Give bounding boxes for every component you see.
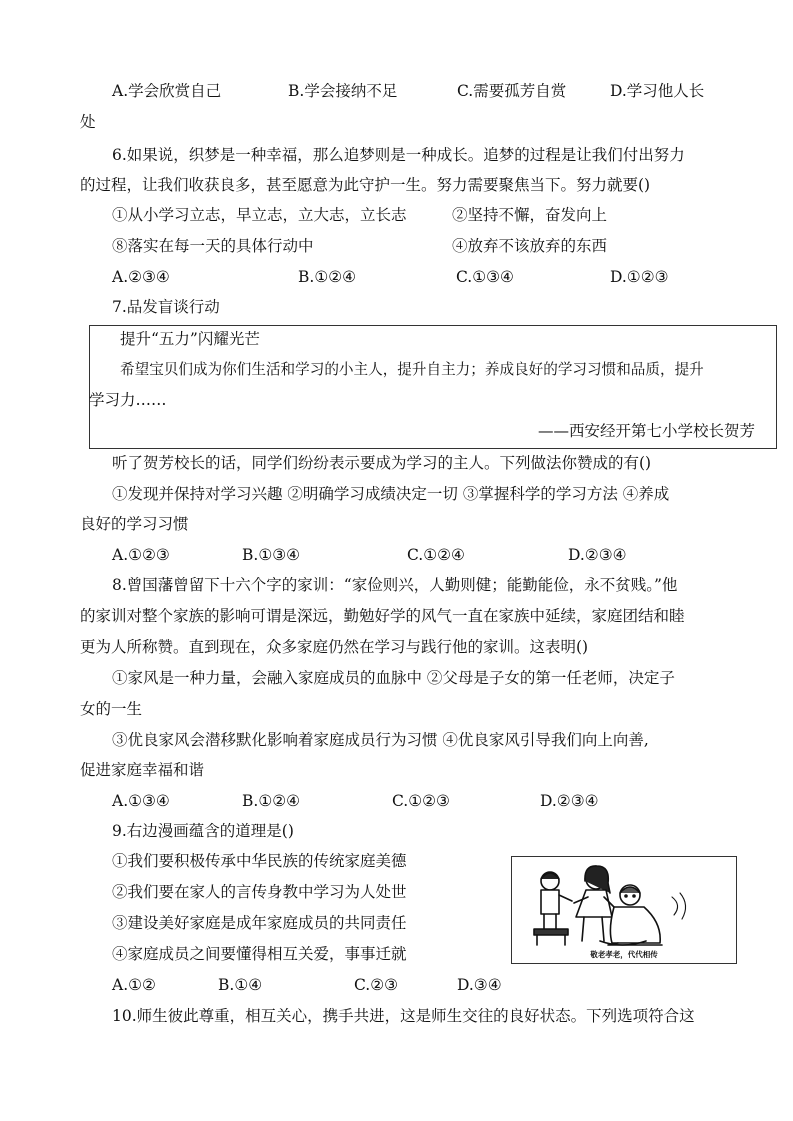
q7-items-line2: 良好的学习习惯 [80, 515, 189, 533]
q9-option-a: A.①② [112, 976, 156, 994]
q8-option-d: D.②③④ [540, 792, 599, 810]
q8-items-line2: 女的一生 [80, 700, 143, 718]
q6-item-2: ②坚持不懈，奋发向上 [452, 206, 608, 224]
q8-items-line4: 促进家庭幸福和谐 [80, 761, 205, 779]
q5-option-b: B.学会接纳不足 [288, 82, 398, 100]
q7-items-line1: ①发现并保持对学习兴趣 ②明确学习成绩决定一切 ③掌握科学的学习方法 ④养成 [112, 485, 670, 503]
q8-stem-line1: 8.曾国藩曾留下十六个字的家训：“家俭则兴，人勤则健；能勤能俭，永不贫贱。”他 [112, 576, 678, 594]
q9-option-d: D.③④ [457, 976, 502, 994]
q7-question: 听了贺芳校长的话，同学们纷纷表示要成为学习的主人。下列做法你赞成的有() [112, 454, 652, 472]
q8-option-c: C.①②③ [392, 792, 450, 810]
q7-quote-signature: ——西安经开第七小学校长贺芳 [538, 422, 756, 440]
q6-option-c: C.①③④ [456, 268, 514, 286]
q5-option-a: A.学会欣赏自己 [112, 82, 222, 100]
q6-item-1: ①从小学习立志，早立志，立大志，立长志 [112, 206, 407, 224]
q8-stem-line3: 更为人所称赞。直到现在，众多家庭仍然在学习与践行他的家训。这表明() [80, 638, 589, 656]
q10-stem-line1: 10.师生彼此尊重，相互关心，携手共进，这是师生交往的良好状态。下列选项符合这 [112, 1007, 695, 1025]
q8-option-b: B.①②④ [242, 792, 301, 810]
q6-option-d: D.①②③ [610, 268, 669, 286]
q6-option-a: A.②③④ [112, 268, 170, 286]
q7-quote-line2: 学习力…… [89, 391, 167, 409]
q9-stem: 9.右边漫画蕴含的道理是() [112, 822, 294, 840]
q7-option-a: A.①②③ [112, 546, 170, 564]
q6-item-3: ⑧落实在每一天的具体行动中 [112, 237, 314, 255]
q6-item-4: ④放弃不该放弃的东西 [452, 237, 608, 255]
q7-option-b: B.①③④ [242, 546, 301, 564]
q5-option-d: D.学习他人长 [610, 82, 705, 100]
q5-option-c: C.需要孤芳自赏 [457, 82, 567, 100]
q9-option-b: B.①④ [218, 976, 263, 994]
q6-stem-line2: 的过程，让我们收获良多，甚至愿意为此守护一生。努力需要聚焦当下。努力就要() [80, 176, 651, 194]
q5-option-d-wrap: 处 [80, 113, 96, 131]
q7-option-d: D.②③④ [568, 546, 627, 564]
q9-item-3: ③建设美好家庭是成年家庭成员的共同责任 [112, 914, 407, 932]
q9-item-4: ④家庭成员之间要懂得相互关爱，事事迁就 [112, 945, 407, 963]
q8-option-a: A.①③④ [112, 792, 170, 810]
family-cartoon-drawing [512, 857, 736, 949]
cartoon-caption: 敬老孝老，代代相传 [590, 950, 658, 959]
q9-item-2: ②我们要在家人的言传身教中学习为人处世 [112, 883, 407, 901]
q7-quote-line1: 希望宝贝们成为你们生活和学习的小主人，提升自主力；养成良好的学习习惯和品质，提升 [120, 361, 704, 378]
q8-items-line3: ③优良家风会潜移默化影响着家庭成员行为习惯 ④优良家风引导我们向上向善, [112, 731, 649, 749]
q6-stem-line1: 6.如果说，织梦是一种幸福，那么追梦则是一种成长。追梦的过程是让我们付出努力 [112, 146, 685, 164]
q8-stem-line2: 的家训对整个家族的影响可谓是深远，勤勉好学的风气一直在家族中延续，家庭团结和睦 [80, 607, 685, 625]
q7-option-c: C.①②④ [407, 546, 465, 564]
q9-option-c: C.②③ [354, 976, 399, 994]
q7-quote-title: 提升“五力”闪耀光芒 [120, 330, 260, 348]
q7-stem: 7.品发盲谈行动 [112, 298, 220, 316]
family-cartoon-image [511, 856, 737, 964]
q9-item-1: ①我们要积极传承中华民族的传统家庭美德 [112, 852, 407, 870]
q6-option-b: B.①②④ [298, 268, 357, 286]
q8-items-line1: ①家风是一种力量，会融入家庭成员的血脉中 ②父母是子女的第一任老师，决定子 [112, 669, 675, 687]
